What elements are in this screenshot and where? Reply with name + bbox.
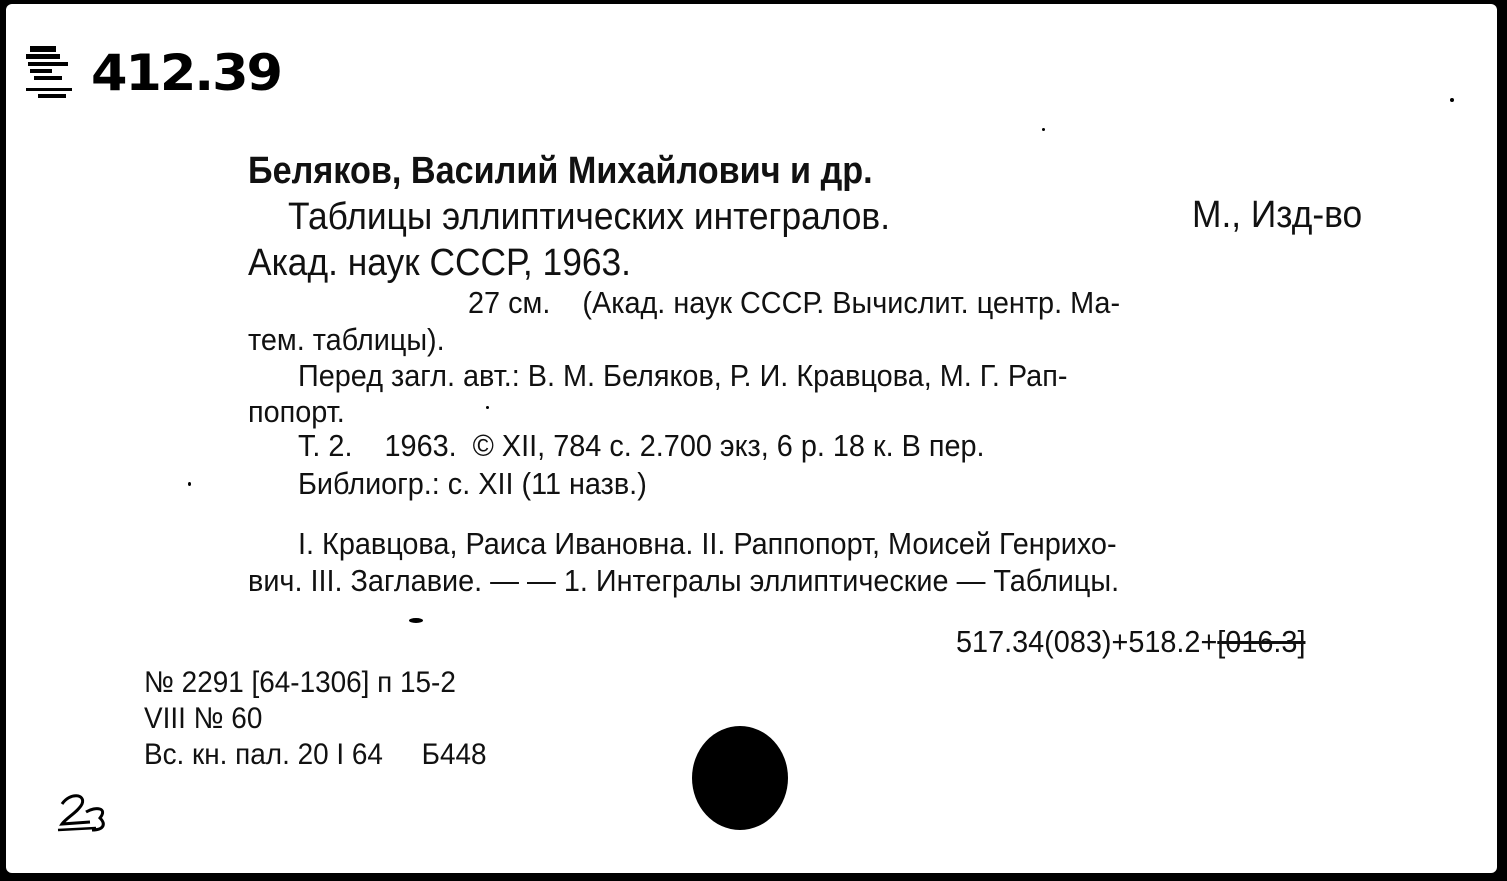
ink-speck	[409, 618, 423, 623]
ink-speck	[188, 482, 191, 486]
ink-speck	[486, 406, 489, 409]
imprint-start: М., Изд-во	[1192, 194, 1363, 236]
series-line-1: 27 см. (Акад. наук СССР. Вычислит. центр. Ма-	[468, 285, 1121, 320]
subjects-line-2: вич. III. Заглавие. — — 1. Интегралы эллиптические — Таблицы.	[248, 563, 1120, 598]
classification-number	[956, 626, 1305, 657]
stamp-mark-icon	[24, 44, 72, 104]
handwritten-call-number: 412.39	[91, 44, 282, 102]
record-line-2: VIII № 60	[144, 702, 263, 735]
imprint-end: Акад. наук СССР, 1963.	[248, 242, 631, 284]
series-line-2: тем. таблицы).	[248, 322, 445, 357]
bibliography-line: Библиогр.: с. XII (11 назв.)	[298, 466, 647, 501]
title-line: Таблицы эллиптических интегралов.	[288, 196, 891, 238]
subjects-line-1: I. Кравцова, Раиса Ивановна. II. Раппопорт, Моисей Генрихо-	[298, 526, 1117, 561]
record-line-3: Вс. кн. пал. 20 I 64 Б448	[144, 738, 487, 771]
punched-hole	[692, 726, 788, 830]
volume-line: Т. 2. 1963. © XII, 784 с. 2.700 экз, 6 р. 18 к. В пер.	[298, 428, 985, 463]
handwritten-mark-icon	[56, 790, 116, 836]
record-line-1: № 2291 [64-1306] п 15-2	[144, 666, 456, 699]
ink-speck	[1450, 98, 1454, 102]
authors-line-1: Перед загл. авт.: В. М. Беляков, Р. И. Кравцова, М. Г. Рап-	[298, 358, 1068, 393]
author-heading: Беляков, Василий Михайлович и др.	[248, 150, 873, 192]
catalog-card	[6, 4, 1497, 873]
classification-main: 517.34(083)+518.2+	[956, 624, 1218, 659]
ink-speck	[1042, 128, 1045, 131]
classification-struck: [016.3]	[1217, 624, 1306, 659]
authors-line-2: попорт.	[248, 394, 345, 429]
